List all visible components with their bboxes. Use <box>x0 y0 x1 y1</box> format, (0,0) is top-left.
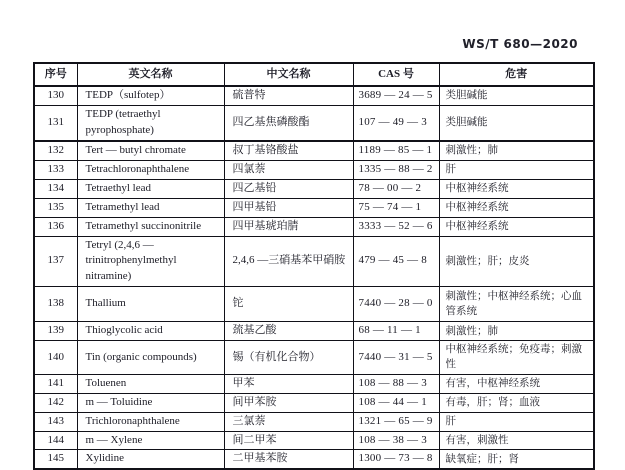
cell-cas: 1189 — 85 — 1 <box>353 141 439 160</box>
cell-no: 143 <box>34 412 77 431</box>
cell-en: Tetramethyl succinonitrile <box>77 217 224 236</box>
table-row <box>34 341 594 374</box>
cell-en: Tetrachloronaphthalene <box>77 160 224 179</box>
cell-no: 135 <box>34 198 77 217</box>
cell-en: m — Xylene <box>77 431 224 450</box>
table-row <box>34 86 594 105</box>
cell-no: 136 <box>34 217 77 236</box>
cell-zh: 三氯萘 <box>224 412 353 431</box>
cell-en: m — Toluidine <box>77 393 224 412</box>
column-header-2: 中文名称 <box>224 63 353 86</box>
table-row <box>34 412 594 431</box>
table-row <box>34 141 594 160</box>
cell-no: 131 <box>34 105 77 140</box>
table-row <box>34 431 594 450</box>
cell-no: 138 <box>34 287 77 322</box>
cell-hazard: 类胆碱能 <box>439 105 594 140</box>
cell-cas: 108 — 38 — 3 <box>353 431 439 450</box>
cell-en: Tetryl (2,4,6 — trinitrophenylmethyl nitramine) <box>77 236 224 287</box>
cell-cas: 479 — 45 — 8 <box>353 236 439 287</box>
cell-hazard: 中枢神经系统 <box>439 217 594 236</box>
cell-zh: 锡（有机化合物） <box>224 341 353 374</box>
cell-cas: 75 — 74 — 1 <box>353 198 439 217</box>
cell-no: 132 <box>34 141 77 160</box>
cell-zh: 叔丁基铬酸盐 <box>224 141 353 160</box>
table-row <box>34 217 594 236</box>
cell-en: TEDP（sulfotep） <box>77 86 224 105</box>
cell-zh: 四甲基琥珀腈 <box>224 217 353 236</box>
cell-cas: 3333 — 52 — 6 <box>353 217 439 236</box>
cell-en: Xylidine <box>77 450 224 469</box>
cell-no: 130 <box>34 86 77 105</box>
cell-no: 140 <box>34 341 77 374</box>
cell-hazard: 有害，中枢神经系统 <box>439 374 594 393</box>
table-header-row <box>34 63 594 86</box>
table-body <box>34 86 594 469</box>
table-row <box>34 322 594 341</box>
cell-zh: 间二甲苯 <box>224 431 353 450</box>
column-header-4: 危害 <box>439 63 594 86</box>
cell-no: 134 <box>34 179 77 198</box>
cell-zh: 铊 <box>224 287 353 322</box>
cell-no: 133 <box>34 160 77 179</box>
table-row <box>34 393 594 412</box>
cell-hazard: 有毒，肝；肾；血液 <box>439 393 594 412</box>
cell-en: TEDP (tetraethyl pyrophosphate) <box>77 105 224 140</box>
cell-hazard: 肝 <box>439 160 594 179</box>
cell-cas: 108 — 88 — 3 <box>353 374 439 393</box>
cell-en: Thallium <box>77 287 224 322</box>
cell-hazard: 肝 <box>439 412 594 431</box>
cell-hazard: 中枢神经系统；免疫毒；刺激性 <box>439 341 594 374</box>
cell-cas: 1335 — 88 — 2 <box>353 160 439 179</box>
cell-zh: 巯基乙酸 <box>224 322 353 341</box>
cell-cas: 68 — 11 — 1 <box>353 322 439 341</box>
cell-zh: 二甲基苯胺 <box>224 450 353 469</box>
cell-zh: 四乙基铅 <box>224 179 353 198</box>
cell-cas: 1300 — 73 — 8 <box>353 450 439 469</box>
cell-no: 142 <box>34 393 77 412</box>
cell-no: 141 <box>34 374 77 393</box>
cell-no: 145 <box>34 450 77 469</box>
cell-hazard: 刺激性；中枢神经系统；心血管系统 <box>439 287 594 322</box>
cell-en: Tert — butyl chromate <box>77 141 224 160</box>
cell-zh: 四乙基焦磷酸酯 <box>224 105 353 140</box>
standard-number: WS/T 680—2020 <box>462 37 578 51</box>
cell-cas: 7440 — 31 — 5 <box>353 341 439 374</box>
table-header <box>34 63 594 86</box>
cell-zh: 四氯萘 <box>224 160 353 179</box>
cell-zh: 甲苯 <box>224 374 353 393</box>
table-row <box>34 236 594 287</box>
table-row <box>34 374 594 393</box>
chemical-hazard-table <box>33 62 595 470</box>
cell-hazard: 缺氧症；肝；肾 <box>439 450 594 469</box>
cell-en: Trichloronaphthalene <box>77 412 224 431</box>
cell-zh: 四甲基铅 <box>224 198 353 217</box>
cell-cas: 3689 — 24 — 5 <box>353 86 439 105</box>
cell-cas: 1321 — 65 — 9 <box>353 412 439 431</box>
cell-cas: 108 — 44 — 1 <box>353 393 439 412</box>
table-row <box>34 287 594 322</box>
cell-en: Tetraethyl lead <box>77 179 224 198</box>
cell-zh: 2,4,6 —三硝基苯甲硝胺 <box>224 236 353 287</box>
column-header-1: 英文名称 <box>77 63 224 86</box>
cell-en: Toluenen <box>77 374 224 393</box>
cell-hazard: 有害，刺激性 <box>439 431 594 450</box>
table-row <box>34 198 594 217</box>
cell-zh: 硫普特 <box>224 86 353 105</box>
cell-hazard: 刺激性；肺 <box>439 322 594 341</box>
cell-en: Thioglycolic acid <box>77 322 224 341</box>
cell-en: Tin (organic compounds) <box>77 341 224 374</box>
cell-no: 139 <box>34 322 77 341</box>
column-header-3: CAS 号 <box>353 63 439 86</box>
column-header-0: 序号 <box>34 63 77 86</box>
cell-no: 144 <box>34 431 77 450</box>
cell-zh: 间甲苯胺 <box>224 393 353 412</box>
cell-cas: 7440 — 28 — 0 <box>353 287 439 322</box>
table-row <box>34 179 594 198</box>
cell-hazard: 中枢神经系统 <box>439 198 594 217</box>
cell-hazard: 类胆碱能 <box>439 86 594 105</box>
table-row <box>34 450 594 469</box>
cell-hazard: 刺激性；肺 <box>439 141 594 160</box>
cell-cas: 107 — 49 — 3 <box>353 105 439 140</box>
cell-no: 137 <box>34 236 77 287</box>
table-row <box>34 105 594 140</box>
cell-hazard: 刺激性；肝；皮炎 <box>439 236 594 287</box>
cell-hazard: 中枢神经系统 <box>439 179 594 198</box>
table-row <box>34 160 594 179</box>
cell-cas: 78 — 00 — 2 <box>353 179 439 198</box>
cell-en: Tetramethyl lead <box>77 198 224 217</box>
